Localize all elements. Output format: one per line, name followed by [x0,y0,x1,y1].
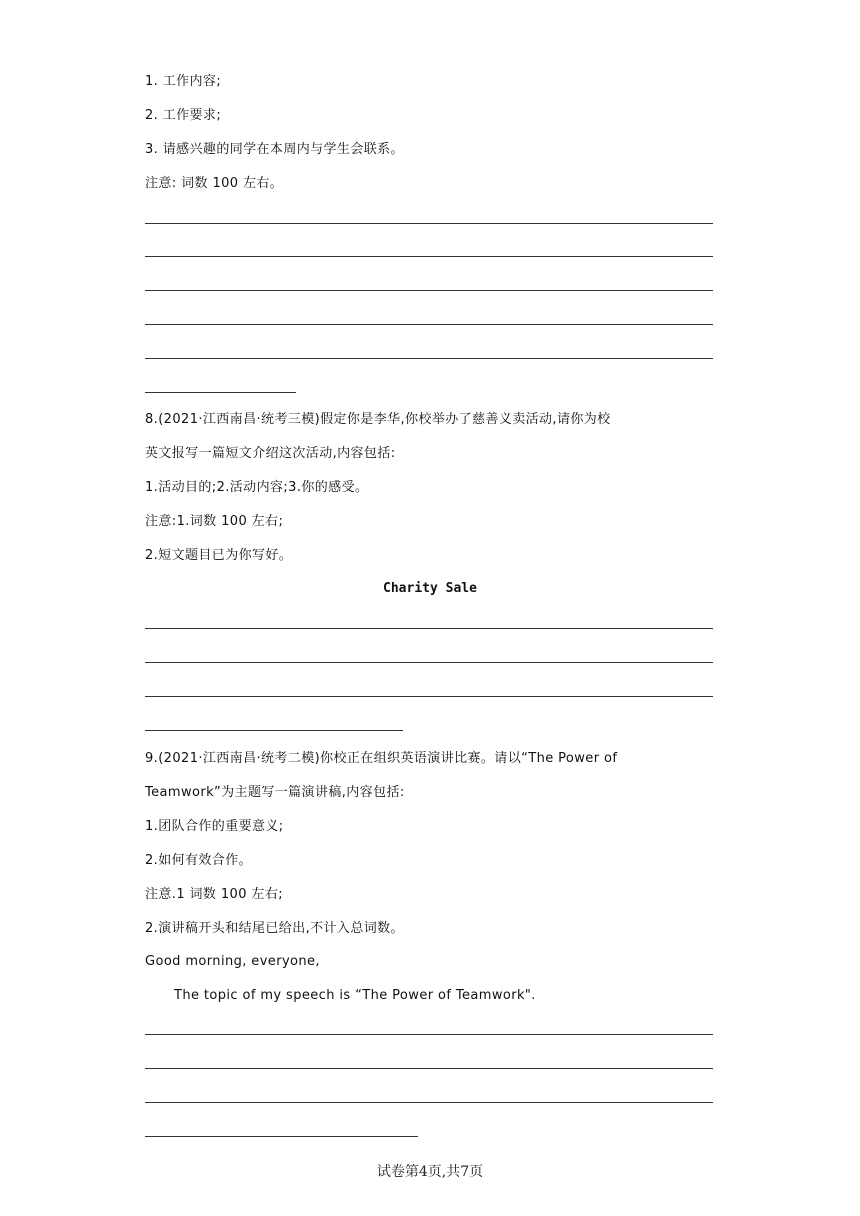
q7-item-2: 2. 工作要求; [145,108,222,123]
answer-line[interactable] [145,324,713,325]
q9-note-1: 注意.1 词数 100 左右; [145,887,283,902]
answer-line-short[interactable] [145,1136,418,1137]
q7-item-3: 3. 请感兴趣的同学在本周内与学生会联系。 [145,142,404,157]
answer-line[interactable] [145,662,713,663]
answer-line-short[interactable] [145,392,296,393]
q9-point-2: 2.如何有效合作。 [145,853,253,868]
q8-points: 1.活动目的;2.活动内容;3.你的感受。 [145,480,369,495]
answer-line[interactable] [145,358,713,359]
answer-line[interactable] [145,256,713,257]
q9-prompt-line-1: 9.(2021·江西南昌·统考二模)你校正在组织英语演讲比赛。请以“The Power of [145,751,618,766]
answer-line[interactable] [145,223,713,224]
answer-line[interactable] [145,1102,713,1103]
answer-line[interactable] [145,628,713,629]
page-footer: 试卷第4页,共7页 [376,1164,484,1180]
q7-note: 注意: 词数 100 左右。 [145,176,284,191]
q9-opening-2: The topic of my speech is “The Power of Teamwork". [174,988,536,1003]
q9-point-1: 1.团队合作的重要意义; [145,819,284,834]
q9-prompt-line-2: Teamwork”为主题写一篇演讲稿,内容包括: [145,785,405,800]
answer-line-short[interactable] [145,730,403,731]
q8-prompt-line-1: 8.(2021·江西南昌·统考三模)假定你是李华,你校举办了慈善义卖活动,请你为校 [145,412,611,427]
answer-line[interactable] [145,1068,713,1069]
q7-item-1: 1. 工作内容; [145,74,222,89]
q8-note-1: 注意:1.词数 100 左右; [145,514,284,529]
q9-opening-1: Good morning, everyone, [145,954,320,969]
q9-note-2: 2.演讲稿开头和结尾已给出,不计入总词数。 [145,921,404,936]
answer-line[interactable] [145,1034,713,1035]
answer-line[interactable] [145,696,713,697]
q8-prompt-line-2: 英文报写一篇短文介绍这次活动,内容包括: [145,446,396,461]
answer-line[interactable] [145,290,713,291]
q8-note-2: 2.短文题目已为你写好。 [145,548,293,563]
q8-essay-title: Charity Sale [383,581,477,596]
